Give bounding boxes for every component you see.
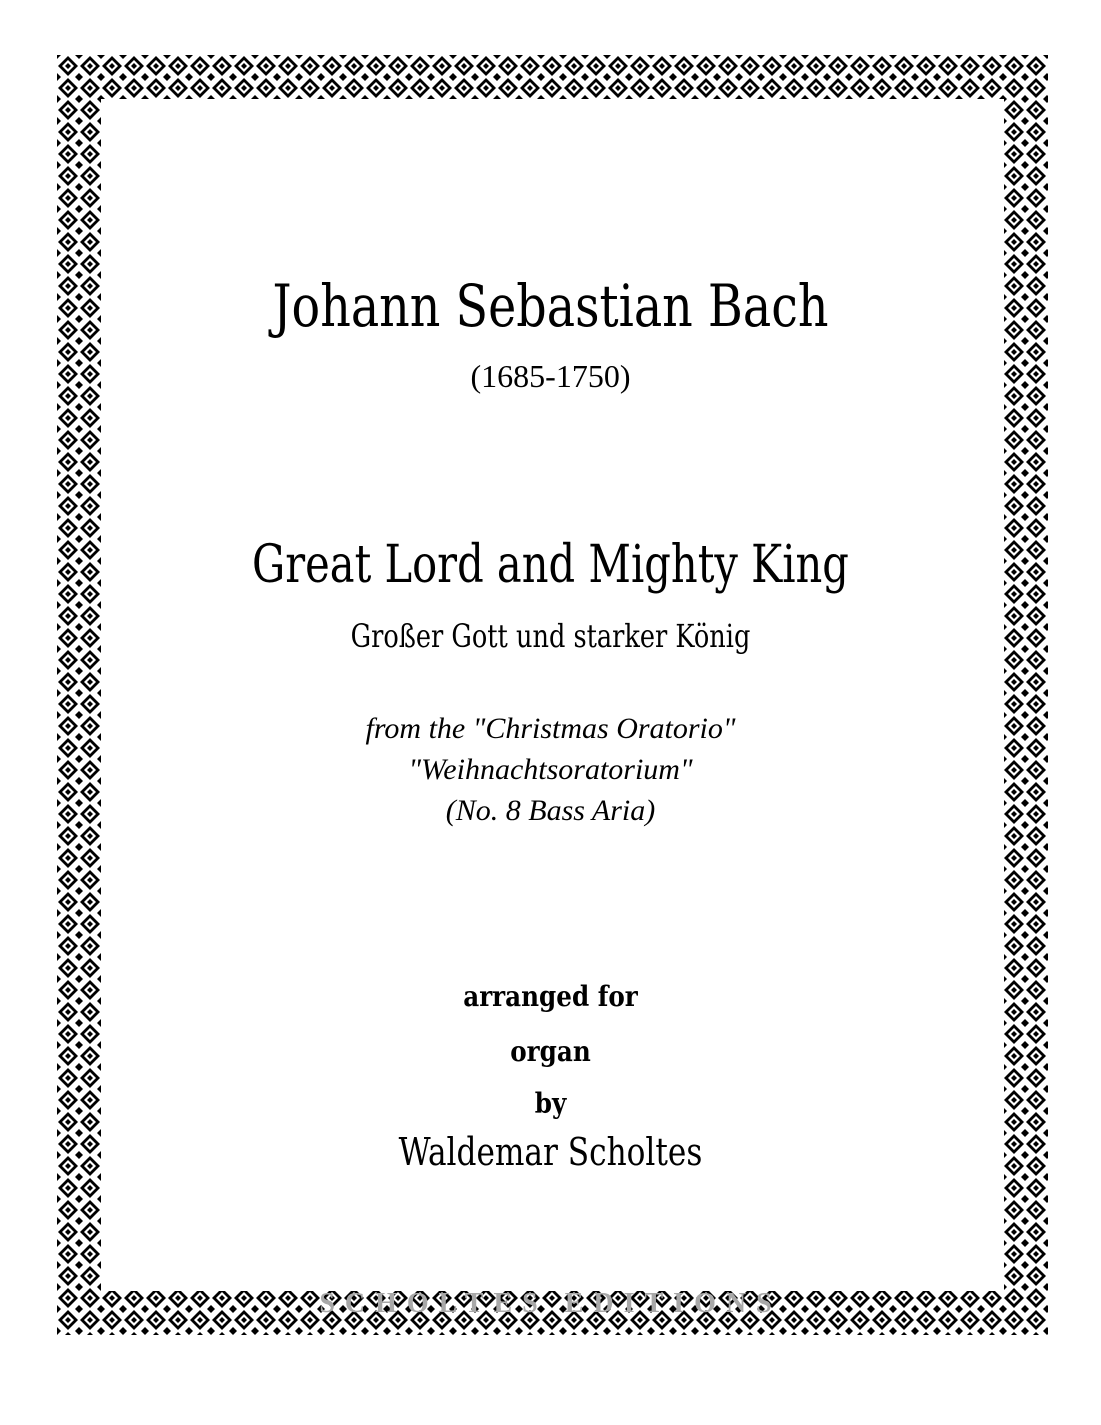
source-line-2: "Weihnachtsoratorium" [408,753,693,786]
arranged-for-label: arranged for [463,980,638,1013]
source-line-3: (No. 8 Bass Aria) [445,794,656,827]
publisher-name: SCHOLTES EDITIONS [319,1288,782,1319]
arranger-name: Waldemar Scholtes [398,1130,703,1174]
composer-name: Johann Sebastian Bach [272,272,829,340]
composer-dates: (1685-1750) [470,358,631,394]
work-title: Great Lord and Mighty King [252,535,849,595]
source-line-1: from the "Christmas Oratorio" [365,712,736,745]
work-subtitle: Großer Gott und starker König [350,617,751,655]
instrument-label: organ [510,1035,591,1068]
by-label: by [534,1087,567,1120]
